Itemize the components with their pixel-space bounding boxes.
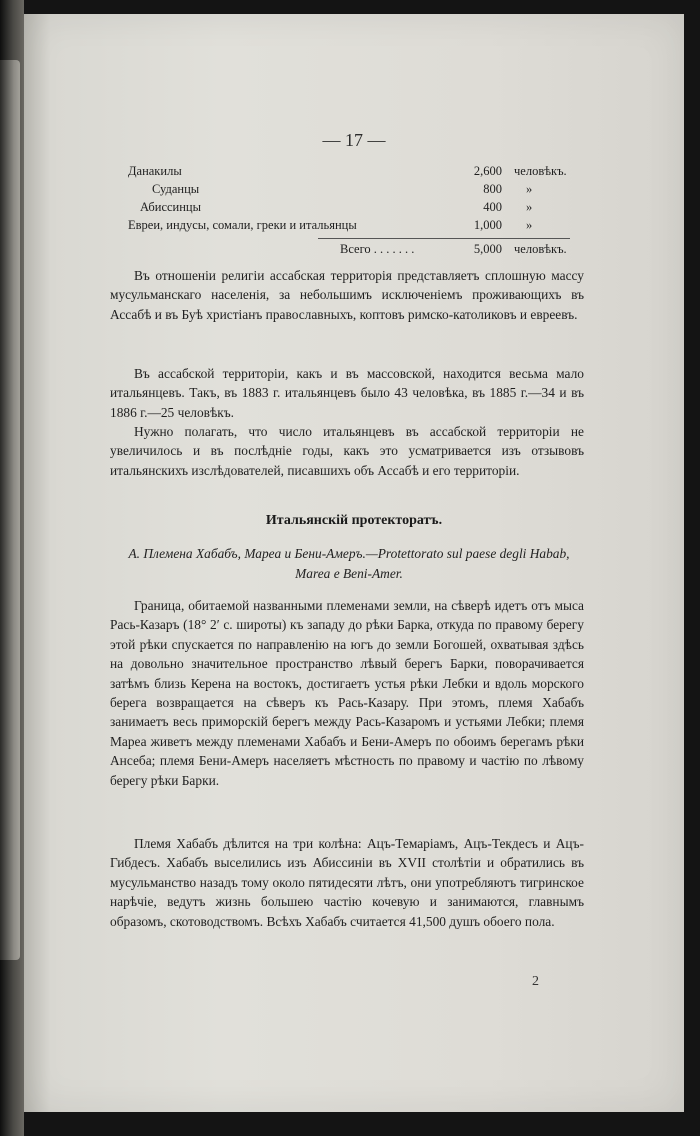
- book-page: [24, 14, 684, 1112]
- row-unit: »: [526, 182, 533, 196]
- total-value: 5,000: [473, 242, 502, 256]
- paragraph-habab: Племя Хабабъ дѣлится на три колѣна: Ацъ-Темаріамъ, Ацъ-Текдесъ и Ацъ-Гибдесъ. Хабабъ выселились изъ Абиссиніи въ XVII столѣтіи и обратились въ мусульманство назадъ тому около пятидесяти лѣтъ, они употребляютъ тигринское нарѣчіе, ведутъ жизнь большею частію кочевую и занимаются, главнымъ образомъ, скотоводствомъ. Всѣхъ Хабабъ считается 41,500 душъ обоего пола.: [110, 836, 584, 929]
- paragraph-italians-count: Въ ассабской территоріи, какъ и въ массовской, находится весьма мало итальянцевъ. Такъ, въ 1883 г. итальянцевъ было 43 человѣка, въ 1885 г.—34 и въ 1886 г.—25 человѣкъ.: [110, 366, 584, 420]
- total-row: [128, 240, 568, 258]
- row-value: 2,600: [473, 164, 502, 178]
- section-subheading: A. Племена Хабабъ, Мареа и Бени-Амеръ.—Protettorato sul paese degli Habab, Marea e Beni-Amer.: [128, 546, 570, 581]
- table-row: [128, 216, 568, 234]
- table-row: [128, 180, 568, 198]
- row-label: Суданцы: [152, 182, 200, 196]
- row-label: Данакилы: [128, 164, 182, 178]
- total-unit: человѣкъ.: [514, 242, 567, 256]
- row-label: Евреи, индусы, сомали, греки и итальянцы: [128, 218, 357, 232]
- row-unit: »: [526, 218, 533, 232]
- row-value: 400: [483, 200, 502, 214]
- previous-page-edge: [0, 60, 20, 960]
- row-unit: человѣкъ.: [514, 164, 567, 178]
- total-label: Всего . . . . . . .: [340, 242, 415, 256]
- total-label-text: Всего: [340, 242, 371, 256]
- population-table: [128, 162, 568, 258]
- paragraph-italians-trend: Нужно полагать, что число итальянцевъ въ ассабской территоріи не увеличилось и въ послѣдніе годы, какъ это усматривается изъ отзывовъ итальянскихъ изслѣдователей, писавшихъ объ Ассабѣ и его территоріи.: [110, 424, 584, 478]
- page-number: — 17 —: [322, 130, 386, 150]
- section-heading: Итальянскій протекторатъ.: [265, 513, 443, 528]
- table-row: [128, 162, 568, 180]
- row-value: 1,000: [473, 218, 502, 232]
- row-unit: »: [526, 200, 533, 214]
- row-value: 800: [483, 182, 502, 196]
- sheet-signature: 2: [532, 974, 539, 989]
- table-row: [128, 198, 568, 216]
- paragraph-border: Граница, обитаемой названными племенами земли, на сѣверѣ идетъ отъ мыса Рась-Казаръ (18° 2′ с. широты) къ западу до рѣки Барка, откуда по правому берегу этой рѣки спускается по направленію на югъ до земли Богошей, охватывая здѣсь на довольно значительное пространство лѣвый берегъ Барки, поворачивается затѣмъ близь Керена на востокъ, достигаетъ устья рѣки Лебки и вдоль морского берега возвращается на сѣверъ къ Рась-Казару. При этомъ, племя Хабабъ занимаетъ весь приморскій берегъ между Рась-Казаромъ и устьями Лебки; племя Мареа живетъ между племенами Хабабъ и Бени-Амеръ по обоимъ берегамъ рѣки Ансеба; племя Бени-Амеръ населяетъ мѣстность по правому и частію по лѣвому берегу рѣки Барки.: [110, 598, 584, 788]
- row-label: Абиссинцы: [140, 200, 202, 214]
- total-divider: [318, 238, 570, 239]
- paragraph-religion: Въ отношеніи религіи ассабская территорія представляетъ сплошную массу мусульманскаго населенія, за небольшимъ исключеніемъ проживающихъ въ Ассабѣ и въ Буѣ христіанъ православныхъ, коптовъ римско-католиковъ и евреевъ.: [110, 268, 584, 322]
